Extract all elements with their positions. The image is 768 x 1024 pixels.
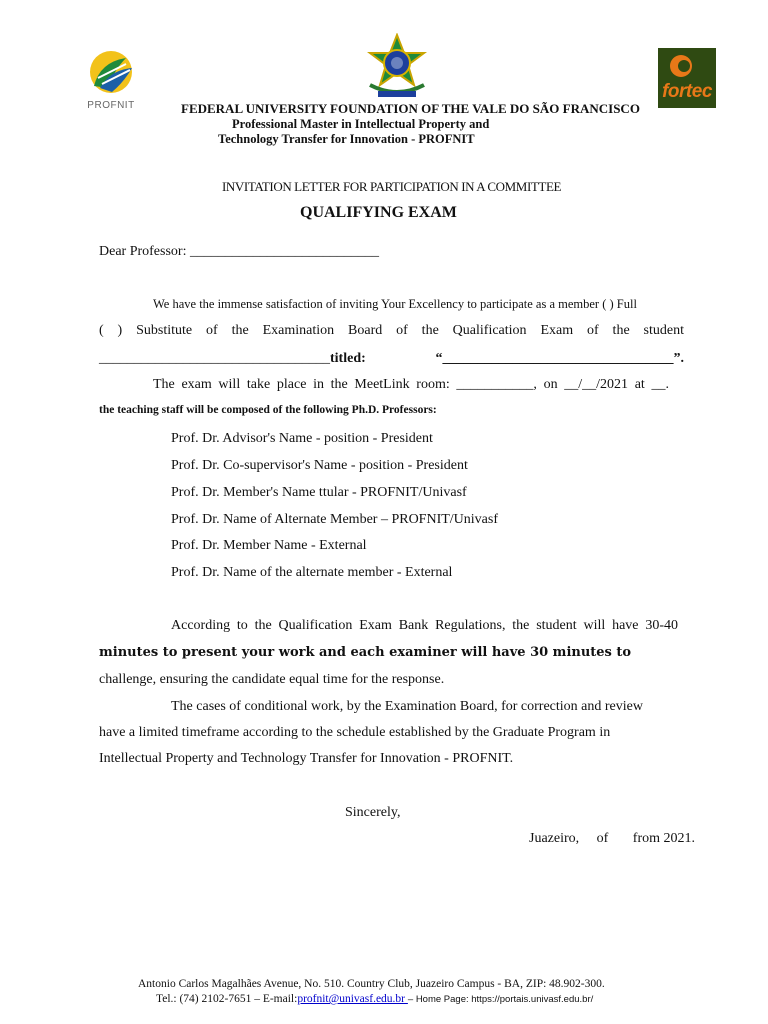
- member-item: Prof. Dr. Member Name - External: [171, 538, 367, 553]
- letter-subtitle: INVITATION LETTER FOR PARTICIPATION IN A COMMITTEE: [222, 179, 562, 194]
- footer-contact: [156, 993, 593, 1005]
- member-item: Prof. Dr. Member's Name ttular - PROFNIT/Univasf: [171, 485, 467, 500]
- university-name: FEDERAL UNIVERSITY FOUNDATION OF THE VALE DO SÃO FRANCISCO: [181, 101, 640, 116]
- fortec-logo-mark: [668, 54, 694, 78]
- para4-line3: Intellectual Property and Technology Transfer for Innovation - PROFNIT.: [99, 751, 514, 766]
- footer-tel: Tel.: (74) 2102-7651 – E-mail:: [156, 993, 298, 1005]
- work-title-blank: “_________________________________”.: [435, 351, 684, 366]
- program-line-2: Technology Transfer for Innovation - PROFNIT: [218, 132, 475, 146]
- para4-line1: The cases of conditional work, by the Examination Board, for correction and review: [171, 699, 643, 714]
- member-item: Prof. Dr. Name of Alternate Member – PROFNIT/Univasf: [171, 512, 498, 527]
- titled-label: titled:: [330, 351, 366, 366]
- para3-line1: According to the Qualification Exam Bank Regulations, the student will have 30-40: [171, 618, 678, 633]
- para1-line3: [99, 351, 684, 367]
- para4-line2: have a limited timeframe according to the schedule established by the Graduate Program in: [99, 725, 611, 740]
- profnit-logo: [80, 48, 142, 114]
- student-name-blank: _________________________________: [99, 351, 330, 366]
- salutation: Dear Professor: ___________________________: [99, 244, 379, 259]
- letter-title: QUALIFYING EXAM: [300, 204, 457, 221]
- place-date: Juazeiro, of from 2021.: [529, 831, 696, 846]
- closing: Sincerely,: [345, 805, 401, 820]
- para3-line2: minutes to present your work and each examiner will have 30 minutes to: [99, 645, 632, 660]
- email-link[interactable]: profnit@univasf.edu.br: [297, 993, 408, 1005]
- fortec-logo-text: fortec: [662, 81, 712, 102]
- staff-intro: the teaching staff will be composed of the following Ph.D. Professors:: [99, 404, 437, 416]
- brazil-coat-of-arms-logo: [364, 33, 430, 101]
- program-line-1: Professional Master in Intellectual Property and: [232, 117, 490, 131]
- member-item: Prof. Dr. Advisor's Name - position - President: [171, 431, 433, 446]
- para3-line3: challenge, ensuring the candidate equal time for the response.: [99, 672, 445, 687]
- member-item: Prof. Dr. Co-supervisor's Name - position - President: [171, 458, 468, 473]
- para1-line1: We have the immense satisfaction of inviting Your Excellency to participate as a member ( ) Full: [153, 297, 637, 311]
- profnit-logo-text: PROFNIT: [87, 100, 135, 111]
- footer-home-page: – Home Page: https://portais.univasf.edu.br/: [407, 994, 594, 1005]
- profnit-logo-mark: [80, 48, 142, 98]
- fortec-logo: [658, 48, 716, 108]
- exam-info-line: The exam will take place in the MeetLink room: ___________, on __/__/2021 at __.: [153, 377, 669, 392]
- member-item: Prof. Dr. Name of the alternate member - External: [171, 565, 453, 580]
- footer-address: Antonio Carlos Magalhães Avenue, No. 510. Country Club, Juazeiro Campus - BA, ZIP: 48.902-300.: [138, 978, 605, 990]
- para1-line2: ( ) Substitute of the Examination Board of the Qualification Exam of the student: [99, 323, 684, 338]
